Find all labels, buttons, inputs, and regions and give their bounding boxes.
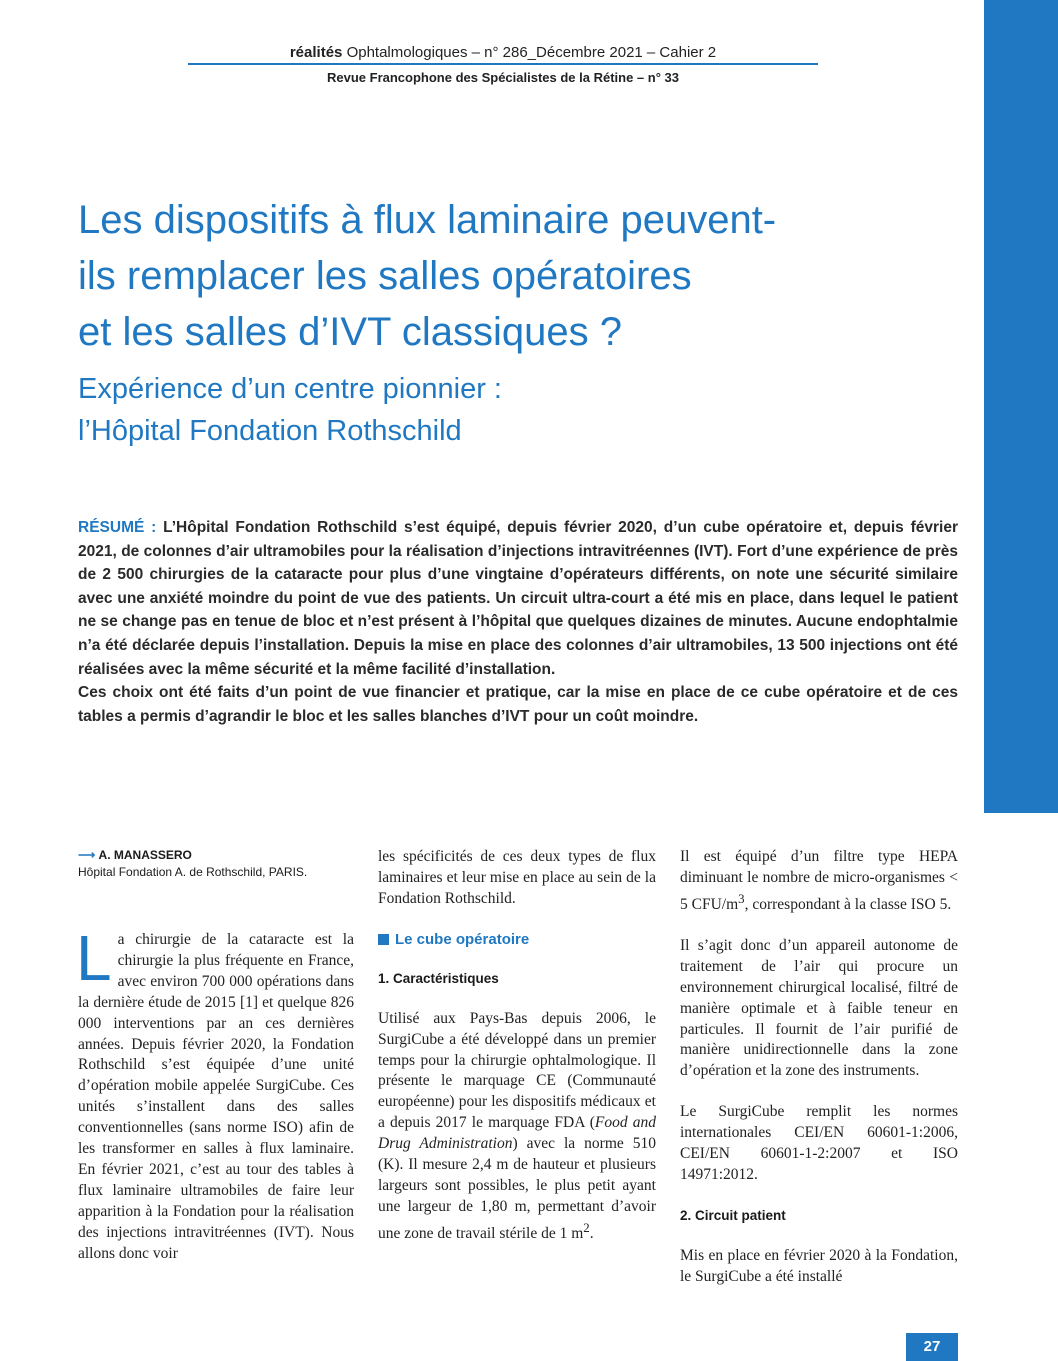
superscript: 3 <box>738 890 745 906</box>
abstract <box>78 516 958 728</box>
page-number: 27 <box>906 1333 958 1361</box>
body-column-2 <box>378 847 656 1245</box>
superscript: 2 <box>583 1219 590 1235</box>
side-color-bar <box>984 0 1058 813</box>
paragraph-text: a chirurgie de la cataracte est la chirurgie la plus fréquente en France, avec environ 700 000 opérations dans la dernière étude de 2015 [1] et quelque 826 000 interventions par an ces dernières années. Depuis février 2020, la Fondation Rothschild s’est équipée d’une unité d’opération mobile appelée SurgiCube. Ces unités s’installent dans des salles conventionnelles (sans norme ISO) afin de les transformer en salles à flux laminaire. En février 2021, c’est au tour des tables à flux laminaire ultramobiles de faire leur apparition à la Fondation pour la réalisation des injections intravitréennes (IVT). Nous allons donc voir <box>78 931 354 1262</box>
abstract-paragraph: Ces choix ont été faits d’un point de vue financier et pratique, car la mise en place de ce cube opératoire et de ces tables a permis d’agrandir le bloc et les salles blanches d’IVT pour un coût moindre. <box>78 684 958 725</box>
body-paragraph: Mis en place en février 2020 à la Fondation, le SurgiCube a été installé <box>680 1246 958 1285</box>
author-block <box>78 847 368 881</box>
title-line: et les salles d’IVT classiques ? <box>78 310 622 354</box>
journal-issue: Ophtalmologiques – n° 286_Décembre 2021 – Cahier 2 <box>346 44 717 61</box>
emphasis-text: Food and Drug Administration <box>378 1114 656 1153</box>
author-name: A. MANASSERO <box>98 848 192 862</box>
drop-cap: L <box>76 922 112 994</box>
body-paragraph: les spécificités de ces deux types de flux laminaires et leur mise en place au sein de la Fondation Rothschild. <box>378 848 656 907</box>
journal-name: réalités <box>289 44 343 61</box>
body-paragraph: Le SurgiCube remplit les normes internationales CEI/EN 60601-1:2006, CEI/EN 60601-1-2:2007 et ISO 14971:2012. <box>680 1103 958 1183</box>
paragraph-text: Utilisé aux Pays-Bas depuis 2006, le SurgiCube a été développé dans un premier temps pour la chirurgie ophtalmologique. Il présente le marquage CE (Communauté européenne) pour les dispositifs médicaux et a depuis 2017 le marquage FDA ( <box>378 1009 656 1132</box>
body-paragraph <box>76 922 354 1265</box>
author-affiliation: Hôpital Fondation A. de Rothschild, PARIS. <box>78 865 308 879</box>
abstract-label: RÉSUMÉ : <box>78 519 157 536</box>
arrow-icon: ⟶ <box>78 848 96 862</box>
body-paragraph <box>680 847 958 916</box>
header-rule <box>188 63 818 65</box>
article-title <box>78 192 978 360</box>
subsection-heading: 1. Caractéristiques <box>378 970 499 986</box>
title-line: Les dispositifs à flux laminaire peuvent- <box>78 198 777 242</box>
title-line: ils remplacer les salles opératoires <box>78 254 692 298</box>
body-paragraph <box>378 1009 656 1245</box>
section-heading-text: Le cube opératoire <box>395 930 530 948</box>
subtitle-line: Expérience d’un centre pionnier : <box>78 373 502 405</box>
article-subtitle <box>78 368 978 452</box>
section-heading <box>378 930 656 950</box>
paragraph-text: , correspondant à la classe ISO 5. <box>744 895 952 913</box>
paragraph-text: ) avec la norme 510 (K). Il mesure 2,4 m de hauteur et plusieurs largeurs sont possibles, le plus petit ayant une largeur de 1,80 m, permettant d’avoir une zone de travail stérile de 1 m <box>378 1135 656 1242</box>
subtitle-line: l’Hôpital Fondation Rothschild <box>78 415 462 447</box>
journal-subheader: Revue Francophone des Spécialistes de la Rétine – n° 33 <box>327 70 679 85</box>
paragraph-text: . <box>589 1224 594 1242</box>
abstract-text: L’Hôpital Fondation Rothschild s’est équipé, depuis février 2020, d’un cube opératoire et, depuis février 2021, de colonnes d’air ultramobiles pour la réalisation d’injections intravitréennes (IVT). Fort d’une expérience de près de 2 500 chirurgies de la cataracte pour plus d’une vingtaine d’opérateurs différents, on note une sécurité similaire avec une anxiété moindre du point de vue des patients. Un circuit ultra-court a été mis en place, dans lequel le patient ne se change pas en tenue de bloc et n’est présent à l’hôpital que quelques dizaines de minutes. Aucune endophtalmie n’a été déclarée depuis l’installation. Depuis la mise en place des colonnes d’air ultramobiles, 13 500 injections ont été réalisées avec la même sécurité et la même facilité d’installation. <box>78 519 958 678</box>
journal-header <box>188 44 818 62</box>
body-column-3 <box>680 847 958 1288</box>
paragraph-text: Il est équipé d’un filtre type HEPA diminuant le nombre de micro-organismes < 5 CFU/m <box>680 848 958 913</box>
body-column-1 <box>76 922 354 1265</box>
square-bullet-icon <box>378 934 389 945</box>
abstract-paragraph <box>78 516 958 681</box>
body-paragraph: Il s’agit donc d’un appareil autonome de traitement de l’air qui procure un environnement chirurgical localisé, filtré de manière optimale et à faible teneur en particules. Il fournit de l’air purifié de manière unidirectionnelle dans la zone d’opération et la zone des instruments. <box>680 936 958 1080</box>
subsection-heading: 2. Circuit patient <box>680 1207 786 1223</box>
